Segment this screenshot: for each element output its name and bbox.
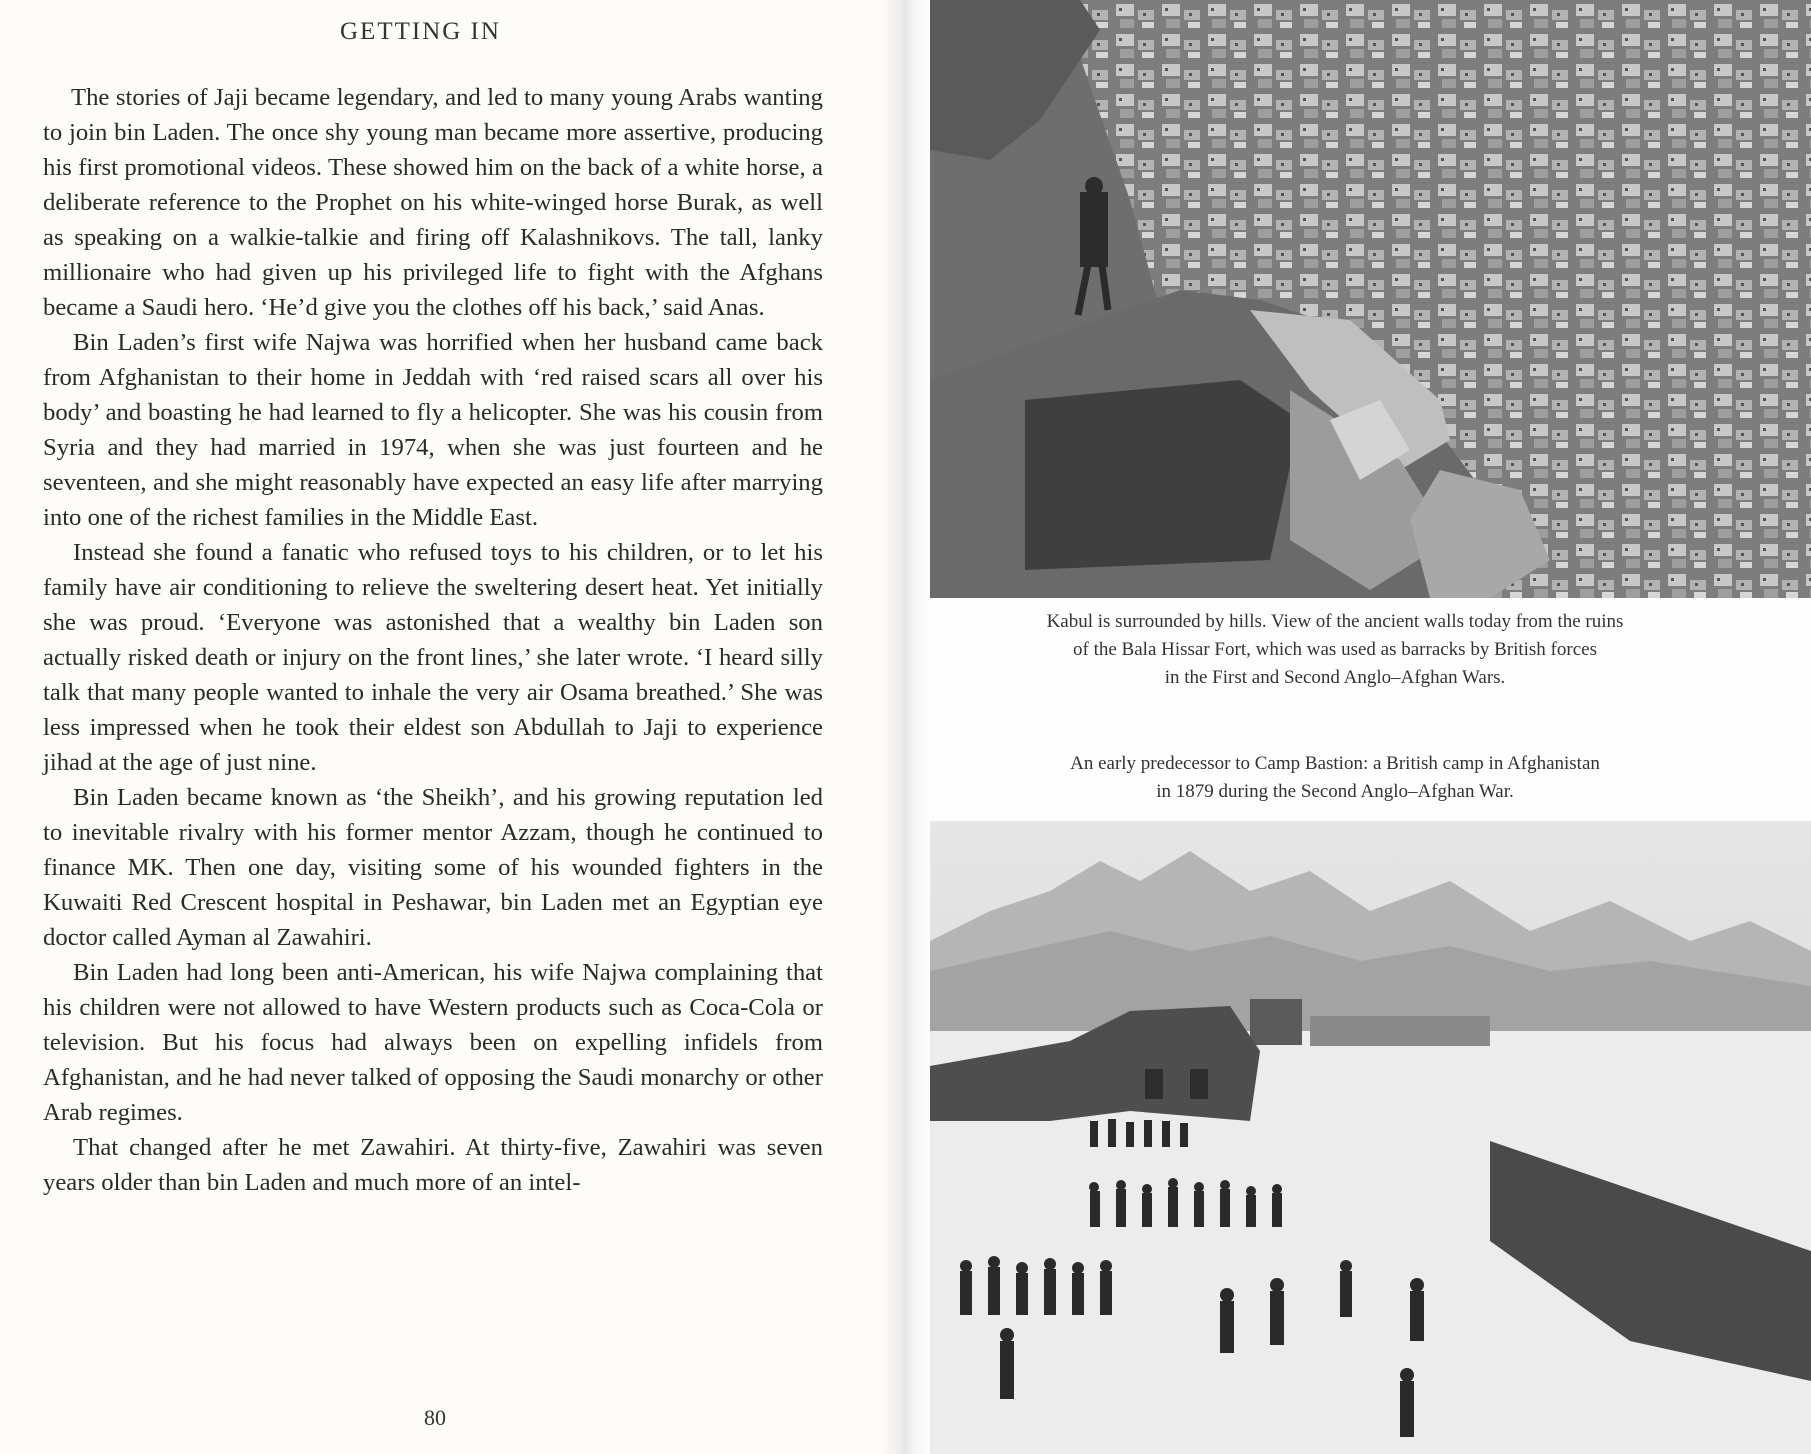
caption-line: in 1879 during the Second Anglo–Afghan War. [1156,781,1514,802]
caption-line: in the First and Second Anglo–Afghan Wars. [1164,667,1506,688]
top-photo-caption [955,608,1715,692]
body-text [43,80,823,1200]
left-page [0,0,900,1454]
paragraph: Instead she found a fanatic who refused toys to his children, or to let his family have air conditioning to relieve the sweltering desert heat. Yet initially she was proud. ‘Everyone was astonished that a wealthy bin Laden son actually risked death or injury on the front lines,’ she later wrote. ‘I heard silly talk that many people wanted to inhale the very air Osama breathed.’ She was less impressed when he took their eldest son Abdullah to Jaji to experience jihad at the age of just nine. [43,539,823,776]
paragraph: The stories of Jaji became legendary, and led to many young Arabs wanting to join bin Laden. The once shy young man became more assertive, producing his first promotional videos. These showed him on the back of a white horse, a deliberate reference to the Prophet on his white-winged horse Burak, as well as speaking on a walkie-talkie and firing off Kalashnikovs. The tall, lanky millionaire who had given up his privileged life to fight with the Afghans became a Saudi hero. ‘He’d give you the clothes off his back,’ said Anas. [43,84,823,321]
caption-line: An early predecessor to Camp Bastion: a British camp in Afghanistan [1070,753,1600,774]
paragraph: Bin Laden became known as ‘the Sheikh’, and his growing reputation led to inevitable rivalry with his former mentor Azzam, though he continued to finance MK. Then one day, visiting some of his wounded fighters in the Kuwaiti Red Crescent hospital in Peshawar, bin Laden met an Egyptian eye doctor called Ayman al Zawahiri. [43,784,823,951]
page-number: 80 [424,1405,446,1430]
running-head: GETTING IN [340,18,501,45]
paragraph: Bin Laden’s first wife Najwa was horrified when her husband came back from Afghanistan to their home in Jeddah with ‘red raised scars all over his body’ and boasting he had learned to fly a helicopter. She was his cousin from Syria and they had married in 1974, when she was just fourteen and he seventeen, and she might reasonably have expected an easy life after marrying into one of the richest families in the Middle East. [43,329,823,531]
book-gutter [880,0,930,1454]
caption-line: of the Bala Hissar Fort, which was used as barracks by British forces [1073,639,1597,660]
kabul-hillside-illustration [930,0,1811,598]
paragraph: Bin Laden had long been anti-American, his wife Najwa complaining that his children were not allowed to have Western products such as Coca-Cola or television. But his focus had always been on expelling infidels from Afghanistan, and he had never talked of opposing the Saudi monarchy or other Arab regimes. [43,959,823,1126]
kabul-hillside-photo [930,0,1811,598]
british-camp-photo [930,821,1811,1454]
bottom-photo-caption [975,750,1695,806]
british-camp-illustration [930,821,1811,1454]
caption-line: Kabul is surrounded by hills. View of the ancient walls today from the ruins [1046,611,1624,632]
paragraph: That changed after he met Zawahiri. At thirty-five, Zawahiri was seven years older than bin Laden and much more of an intel- [43,1134,823,1196]
